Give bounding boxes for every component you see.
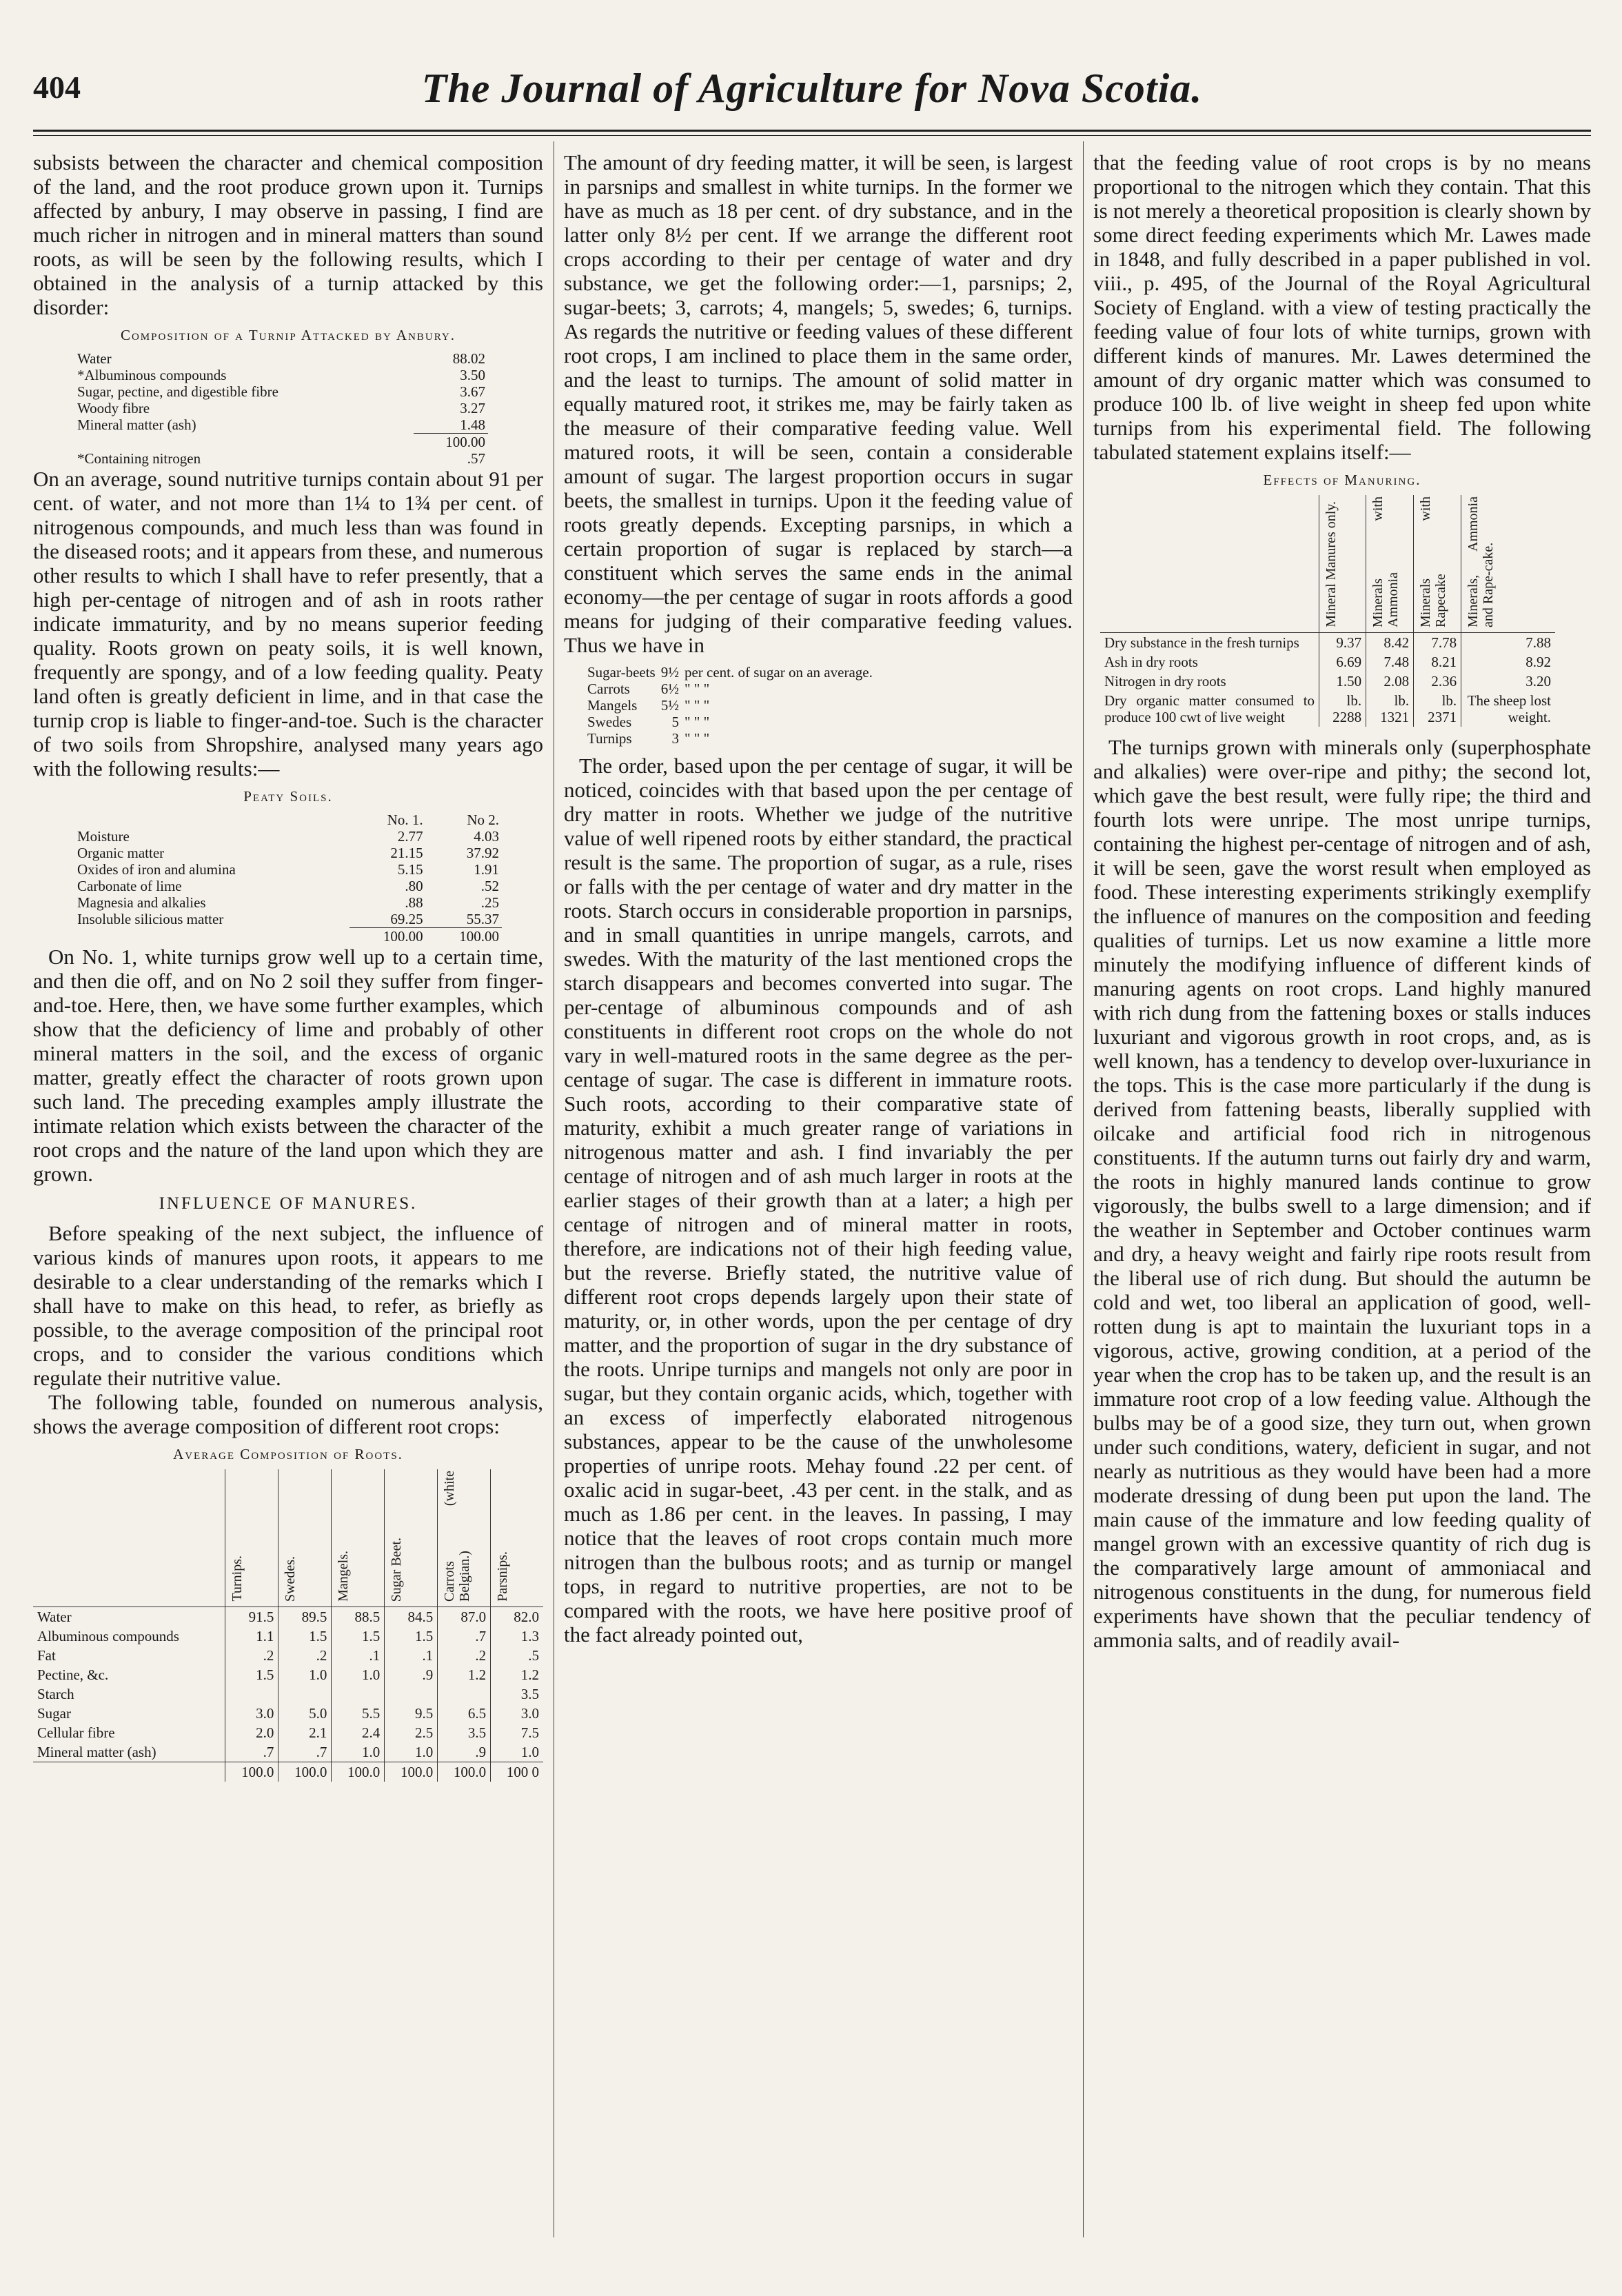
row-value: lb. 2371 (1414, 691, 1461, 727)
paragraph: On an average, sound nutritive turnips contain about 91 per cent. of water, and not more than 1¼ to 1¾ per cent. of nitrogenous compounds, and much less than was found in the diseased roots; and it appears from these, and numerous other results to which I shall have to refer presently, that a high per-centage of nitrogen and of ash in roots rather indicate immaturity, and by no means superior feeding quality. Roots grown on peaty soils, it is well known, frequently are spongy, and of a low feeding quality. Peaty land often is greatly deficient in lime, and in that case the turnip crop is liable to finger-and-toe. Such is the character of two soils from Shropshire, analysed many years ago with the following results:— (33, 467, 543, 781)
column-header-label: Sugar Beet. (389, 1537, 405, 1602)
column-header-label: Turnips. (230, 1555, 245, 1602)
row-label: Sugar-beets (587, 664, 656, 681)
row-value: 1.91 (474, 861, 499, 878)
row-value: 69.25 (390, 911, 423, 927)
row-label: Water (77, 350, 112, 367)
row-value: 1.1 (225, 1627, 278, 1646)
table-row (1100, 691, 1555, 727)
anbury-total: 100.00 (414, 434, 488, 451)
row-value: .2 (278, 1646, 332, 1665)
table-row (74, 878, 502, 894)
row-text: " " " (684, 730, 710, 747)
row-value: 3.27 (460, 400, 485, 416)
column-header-label: Swedes. (283, 1555, 298, 1602)
row-value: 8.42 (1366, 633, 1414, 653)
row-value: .80 (405, 878, 423, 894)
row-value: 1.48 (460, 416, 485, 433)
row-label: Woody fibre (77, 400, 150, 416)
anbury-note-value: .57 (467, 450, 485, 467)
row-value: 3.0 (491, 1704, 543, 1723)
table-row (74, 845, 502, 861)
row-value: 2.0 (225, 1723, 278, 1742)
row-value: .52 (480, 878, 499, 894)
row-label: Mineral matter (ash) (37, 1744, 156, 1760)
header-rule (33, 130, 1591, 132)
row-value: .7 (438, 1627, 491, 1646)
row-value: The sheep lost weight. (1461, 691, 1555, 727)
row-value: 9.5 (385, 1704, 438, 1723)
row-label: *Albuminous compounds (77, 367, 227, 383)
row-value: 7.48 (1366, 652, 1414, 672)
row-value: .5 (491, 1646, 543, 1665)
paragraph: The following table, founded on numerous analysis, shows the average composition of different root crops: (33, 1390, 543, 1438)
column-header (1366, 495, 1414, 633)
row-value: 3.5 (438, 1723, 491, 1742)
row-label: Organic matter (77, 845, 165, 861)
paragraph: The amount of dry feeding matter, it will be seen, is largest in parsnips and smallest in white turnips. In the former we have as much as 18 per cent. of dry substance, and in the latter only 8½ per cent. If we arrange the different root crops according to their per centage of water and dry substance, we get the following order:—1, parsnips; 2, sugar-beets; 3, carrots; 4, mangels; 5, swedes; 6, turnips. As regards the nutritive or feeding values of these different root crops, I am inclined to place them in the same order, and the least to turnips. The amount of solid matter in equally matured root, it strikes me, may be fairly taken as the measure of their comparative feeding value. Well matured roots, it will be seen, contain a considerable amount of sugar. The largest proportion occurs in sugar beets, the smallest in turnips. Upon it the feeding value of roots greatly depends. Excepting parsnips, in which a certain proportion of sugar is replaced by starch—a constituent which serves the same ends in the animal economy—the per centage of sugar in roots affords a good means for judging of their comparative feeding values. Thus we have in (564, 150, 1073, 657)
row-value: 84.5 (385, 1607, 438, 1627)
row-value: .9 (385, 1665, 438, 1684)
header-rule-thin (33, 135, 1591, 136)
row-value: 1.0 (278, 1665, 332, 1684)
column-header-label: Mangels. (336, 1551, 352, 1602)
peaty-total: 100.00 (426, 928, 502, 945)
effects-table-caption: Effects of Manuring. (1263, 472, 1421, 488)
row-label: Turnips (587, 730, 632, 747)
row-value (332, 1684, 385, 1704)
table-row (74, 894, 502, 911)
row-value: .7 (225, 1742, 278, 1762)
total-value: 100.0 (385, 1762, 438, 1782)
row-label: Albuminous compounds (37, 1628, 179, 1644)
row-value: 1.2 (438, 1665, 491, 1684)
table-row (74, 400, 488, 416)
row-label: Fat (37, 1647, 56, 1664)
column-header-label: Minerals, Ammonia and Rape-cake. (1466, 496, 1497, 627)
peaty-header: No. 1. (387, 812, 423, 828)
table-row (33, 1704, 543, 1723)
row-value: 2.77 (397, 828, 423, 845)
column-header (1319, 495, 1366, 633)
row-value: 7.78 (1414, 633, 1461, 653)
table-row (33, 1646, 543, 1665)
row-value: 2.4 (332, 1723, 385, 1742)
row-label: Carrots (587, 681, 630, 697)
column-left (33, 150, 543, 1782)
row-value: 3 (671, 730, 679, 747)
column-header (438, 1469, 491, 1607)
column-header-label: Parsnips. (495, 1551, 511, 1602)
row-value: 3.20 (1461, 672, 1555, 691)
anbury-table (74, 350, 488, 467)
paragraph: The turnips grown with minerals only (superphosphate and alkalies) were over-ripe and pithy; the second lot, which gave the best result, were fully ripe; the third and fourth lots were unripe. The most unripe turnips, containing the highest per-centage of nitrogen and of ash, it will be seen, gave the worst result when employed as food. These interesting experiments strikingly exemplify the influence of manures on the composition and feeding qualities of turnips. Let us now examine a little more minutely the modifying influence of different kinds of manuring agents on root crops. Land highly manured with rich dung from the fattening boxes or stalls induces luxuriant and vigorous growth in root crops, and, as is well known, has a tendency to develop over-luxuriance in the tops. This is the case more particularly if the dung is derived from fattening beasts, liberally supplied with oilcake and artificial food rich in nitrogenous constituents. If the autumn turns out fairly dry and warm, the roots in highly manured lands continue to grow vigorously, the bulbs swell to a large dimension; and if the weather in September and October continues warm and dry, a heavy weight and fairly ripe roots result from the liberal use of rich dung. But should the autumn be cold and wet, too liberal an application of good, well-rotten dung is apt to maintain the luxuriant tops in a vigorous, active, growing condition, at a period of the year when the crop has to be taken up, and the result is an immature root crop of a low feeding value. Although the bulbs may be of a good size, they turn out, when grown under such conditions, watery, deficient in sugar, and not nearly as nutritious as they would have been had a more moderate dressing of dung been put upon the land. The main cause of the immature and low feeding quality of mangel grown with an excessive quantity of rich dug is the comparatively large amount of ammoniacal and nitrogenous constituents in the dung, for numerous field experiments have shown that the peculiar tendency of ammonia salts, and of readily avail- (1093, 735, 1591, 1652)
section-heading: INFLUENCE OF MANURES. (159, 1194, 418, 1213)
row-value: 1.0 (385, 1742, 438, 1762)
row-value: .2 (225, 1646, 278, 1665)
row-label: Mineral matter (ash) (77, 416, 196, 434)
column-divider (1083, 141, 1084, 2237)
row-value: 7.5 (491, 1723, 543, 1742)
table-row (74, 367, 488, 383)
row-value: 88.02 (452, 350, 485, 367)
row-label: Oxides of iron and alumina (77, 861, 236, 878)
row-text: " " " (684, 697, 710, 714)
paragraph: The order, based upon the per centage of sugar, it will be noticed, coincides with that based upon the per centage of dry matter in roots. Whether we judge of the nutritive value of well ripened roots by either standard, the practical result is the same. The proportion of sugar, as a rule, rises or falls with the per centage of water and dry matter in the roots. Starch occurs in considerable proportion in parsnips, and in small quantities in unripe mangels, carrots, and swedes. With the maturity of the last mentioned crops the starch disappears and becomes converted into sugar. The per-centage of albuminous compounds and of ash constituents in different root crops on the whole do not vary in well-matured roots in the same degree as the per-centage of sugar. The case is different in immature roots. Such roots, according to their comparative state of maturity, exhibit a much greater range of variations in nitrogenous matter and ash. I find invariably the per centage of nitrogen and of ash much larger in roots at the earlier stages of their growth than at a later; a high per centage of nitrogen and of mineral matter in roots, therefore, are indications not of their high feeding value, but the reverse. Briefly stated, the nutritive value of different root crops depends largely upon their state of maturity, or, in other words, upon the per centage of dry matter, and the proportion of sugar in the dry substance of the roots. Unripe turnips and mangels not only are poor in sugar, but they contain organic acids, which, together with an excess of imperfectly elaborated nitrogenous substances, appear to be the cause of the unwholesome properties of unripe roots. Mehay found .22 per cent. of oxalic acid in sugar-beet, .43 per cent. in the stalk, and as much as 1.86 per cent. in the leaves. In passing, I may notice that the leaves of root crops contain much more nitrogen than the bulbous roots; and as turnip or mangel tops, in regard to nutritive properties, are not to be compared with the roots, we have here positive proof of the fact already pointed out, (564, 754, 1073, 1647)
row-value: 8.21 (1414, 652, 1461, 672)
row-label: Ash in dry roots (1104, 654, 1198, 670)
row-value (438, 1684, 491, 1704)
table-row (33, 1723, 543, 1742)
table-row (585, 714, 875, 730)
row-value: 6.5 (438, 1704, 491, 1723)
row-value: 37.92 (466, 845, 499, 861)
row-value: 89.5 (278, 1607, 332, 1627)
row-label: Dry substance in the fresh turnips (1104, 634, 1299, 651)
row-value: 1.5 (278, 1627, 332, 1646)
paragraph: On No. 1, white turnips grow well up to a certain time, and then die off, and on No 2 soil they suffer from finger-and-toe. Here, then, we have some further examples, which show that the deficiency of lime and probably of other mineral matters in the soil, and the excess of organic matter, greatly effect the character of roots grown upon such land. The preceding examples amply illustrate the intimate relation which exists between the character of the root crops and the nature of the land upon which they are grown. (33, 945, 543, 1186)
peaty-total: 100.00 (349, 928, 425, 945)
row-value: 88.5 (332, 1607, 385, 1627)
row-value: 1.5 (332, 1627, 385, 1646)
row-value: 2.36 (1414, 672, 1461, 691)
row-value (278, 1684, 332, 1704)
column-header-label: Mineral Manures only. (1324, 501, 1339, 627)
row-label: Carbonate of lime (77, 878, 182, 894)
row-value: 1.3 (491, 1627, 543, 1646)
column-header-label: Minerals with Ammonia (1370, 496, 1401, 627)
row-label: Magnesia and alkalies (77, 894, 206, 911)
row-text: " " " (684, 714, 710, 730)
roots-table-caption: Average Composition of Roots. (173, 1446, 403, 1462)
row-label: Nitrogen in dry roots (1104, 673, 1226, 689)
row-value: 1.0 (332, 1742, 385, 1762)
row-value: 9½ (660, 664, 679, 681)
row-value: 21.15 (390, 845, 423, 861)
paragraph: Before speaking of the next subject, the influence of various kinds of manures upon roots, it appears to me desirable to a clear understanding of the remarks which I shall have to make on this head, to refer, as briefly as possible, to the average composition of the principal root crops, and to consider the various conditions which regulate their nutritive value. (33, 1221, 543, 1390)
row-label: Mangels (587, 697, 638, 714)
column-middle (564, 150, 1073, 1647)
row-value: 55.37 (466, 911, 499, 927)
row-value: 1.5 (225, 1665, 278, 1684)
column-header (332, 1469, 385, 1607)
roots-table (33, 1469, 543, 1782)
column-header (278, 1469, 332, 1607)
column-header-label: Carrots (white Belgian.) (442, 1471, 473, 1602)
row-value: .1 (332, 1646, 385, 1665)
row-value: 2.08 (1366, 672, 1414, 691)
row-value: 2.1 (278, 1723, 332, 1742)
peaty-table-caption: Peaty Soils. (243, 788, 333, 805)
table-row (585, 730, 875, 747)
anbury-note-label: *Containing nitrogen (77, 450, 201, 467)
journal-title: The Journal of Agriculture for Nova Scotia. (421, 66, 1203, 111)
row-value: 2.5 (385, 1723, 438, 1742)
table-row (33, 1627, 543, 1646)
row-value: 3.5 (491, 1684, 543, 1704)
paragraph: subsists between the character and chemical composition of the land, and the root produce grown upon it. Turnips affected by anbury, I may observe in passing, I find are much richer in nitrogen and in mineral matters than sound roots, as will be seen by the following results, which I obtained in the analysis of a turnip attacked by this disorder: (33, 150, 543, 319)
row-value: 91.5 (225, 1607, 278, 1627)
table-row (74, 350, 488, 367)
row-value: 9.37 (1319, 633, 1366, 653)
column-right (1093, 150, 1591, 1652)
row-value: 5 (671, 714, 679, 730)
column-header (385, 1469, 438, 1607)
table-row (1100, 633, 1555, 653)
row-value: 6.69 (1319, 652, 1366, 672)
row-value (225, 1684, 278, 1704)
row-label: Water (37, 1609, 72, 1625)
table-row (74, 861, 502, 878)
row-text: " " " (684, 681, 710, 697)
table-row (74, 911, 502, 928)
table-row (33, 1684, 543, 1704)
column-header (225, 1469, 278, 1607)
row-label: Insoluble silicious matter (77, 911, 224, 928)
column-header (1414, 495, 1461, 633)
peaty-header: No 2. (467, 812, 499, 828)
table-row (585, 697, 875, 714)
row-value: 6½ (660, 681, 679, 697)
total-value: 100.0 (438, 1762, 491, 1782)
row-value: 5.0 (278, 1704, 332, 1723)
total-value: 100 0 (491, 1762, 543, 1782)
total-value: 100.0 (225, 1762, 278, 1782)
table-row (33, 1607, 543, 1627)
row-value: 8.92 (1461, 652, 1555, 672)
anbury-table-caption: Composition of a Turnip Attacked by Anbury. (120, 327, 456, 343)
row-label: Cellular fibre (37, 1724, 115, 1741)
paragraph: that the feeding value of root crops is by no means proportional to the nitrogen which they contain. That this is not merely a theoretical proposition is clearly shown by some direct feeding experiments which Mr. Lawes made in 1848, and fully described in a paper published in vol. viii., p. 495, of the Journal of the Royal Agricultural Society of England. with a view of testing practically the feeding value of four lots of white turnips, grown with different kinds of manures. Mr. Lawes determined the amount of dry organic matter which was consumed to produce 100 lb. of live weight in sheep fed upon white turnips from his experimental field. The following tabulated statement explains itself:— (1093, 150, 1591, 464)
row-value: 3.67 (460, 383, 485, 400)
peaty-table (74, 812, 502, 945)
row-label: Dry organic matter consumed to produce 100 cwt of live weight (1104, 692, 1315, 725)
row-value: .9 (438, 1742, 491, 1762)
row-value: 5½ (660, 697, 679, 714)
table-row (74, 828, 502, 845)
column-header (1461, 495, 1555, 633)
row-value: .88 (405, 894, 423, 911)
column-header (491, 1469, 543, 1607)
table-row (74, 383, 488, 400)
row-value: .2 (438, 1646, 491, 1665)
row-label: Pectine, &c. (37, 1666, 109, 1683)
effects-table (1100, 495, 1555, 727)
row-value: 82.0 (491, 1607, 543, 1627)
total-row (33, 1762, 543, 1782)
page-number: 404 (33, 70, 81, 105)
row-value (385, 1684, 438, 1704)
row-value: .7 (278, 1742, 332, 1762)
sugar-table (585, 664, 875, 747)
row-label: Moisture (77, 828, 130, 845)
row-value: 3.0 (225, 1704, 278, 1723)
row-value: lb. 2288 (1319, 691, 1366, 727)
table-row (585, 664, 875, 681)
row-value: lb. 1321 (1366, 691, 1414, 727)
row-value: 87.0 (438, 1607, 491, 1627)
column-header-label: Minerals with Rapecake (1418, 496, 1449, 627)
table-row (585, 681, 875, 697)
row-text: per cent. of sugar on an average. (684, 664, 873, 681)
row-value: 3.50 (460, 367, 485, 383)
row-value: 4.03 (474, 828, 499, 845)
total-value: 100.0 (278, 1762, 332, 1782)
row-value: 1.0 (491, 1742, 543, 1762)
row-value: 5.15 (397, 861, 423, 878)
total-value: 100.0 (332, 1762, 385, 1782)
row-value: 1.5 (385, 1627, 438, 1646)
table-row (1100, 672, 1555, 691)
row-value: 1.2 (491, 1665, 543, 1684)
row-value: 1.50 (1319, 672, 1366, 691)
table-row (74, 416, 488, 434)
row-value: 7.88 (1461, 633, 1555, 653)
page-header (33, 66, 1591, 124)
table-row (33, 1742, 543, 1762)
row-value: 1.0 (332, 1665, 385, 1684)
table-row (1100, 652, 1555, 672)
row-value: .25 (480, 894, 499, 911)
row-label: Starch (37, 1686, 74, 1702)
row-label: Sugar, pectine, and digestible fibre (77, 383, 278, 400)
row-value: 5.5 (332, 1704, 385, 1723)
table-row (33, 1665, 543, 1684)
row-label: Swedes (587, 714, 632, 730)
row-value: .1 (385, 1646, 438, 1665)
row-label: Sugar (37, 1705, 71, 1722)
